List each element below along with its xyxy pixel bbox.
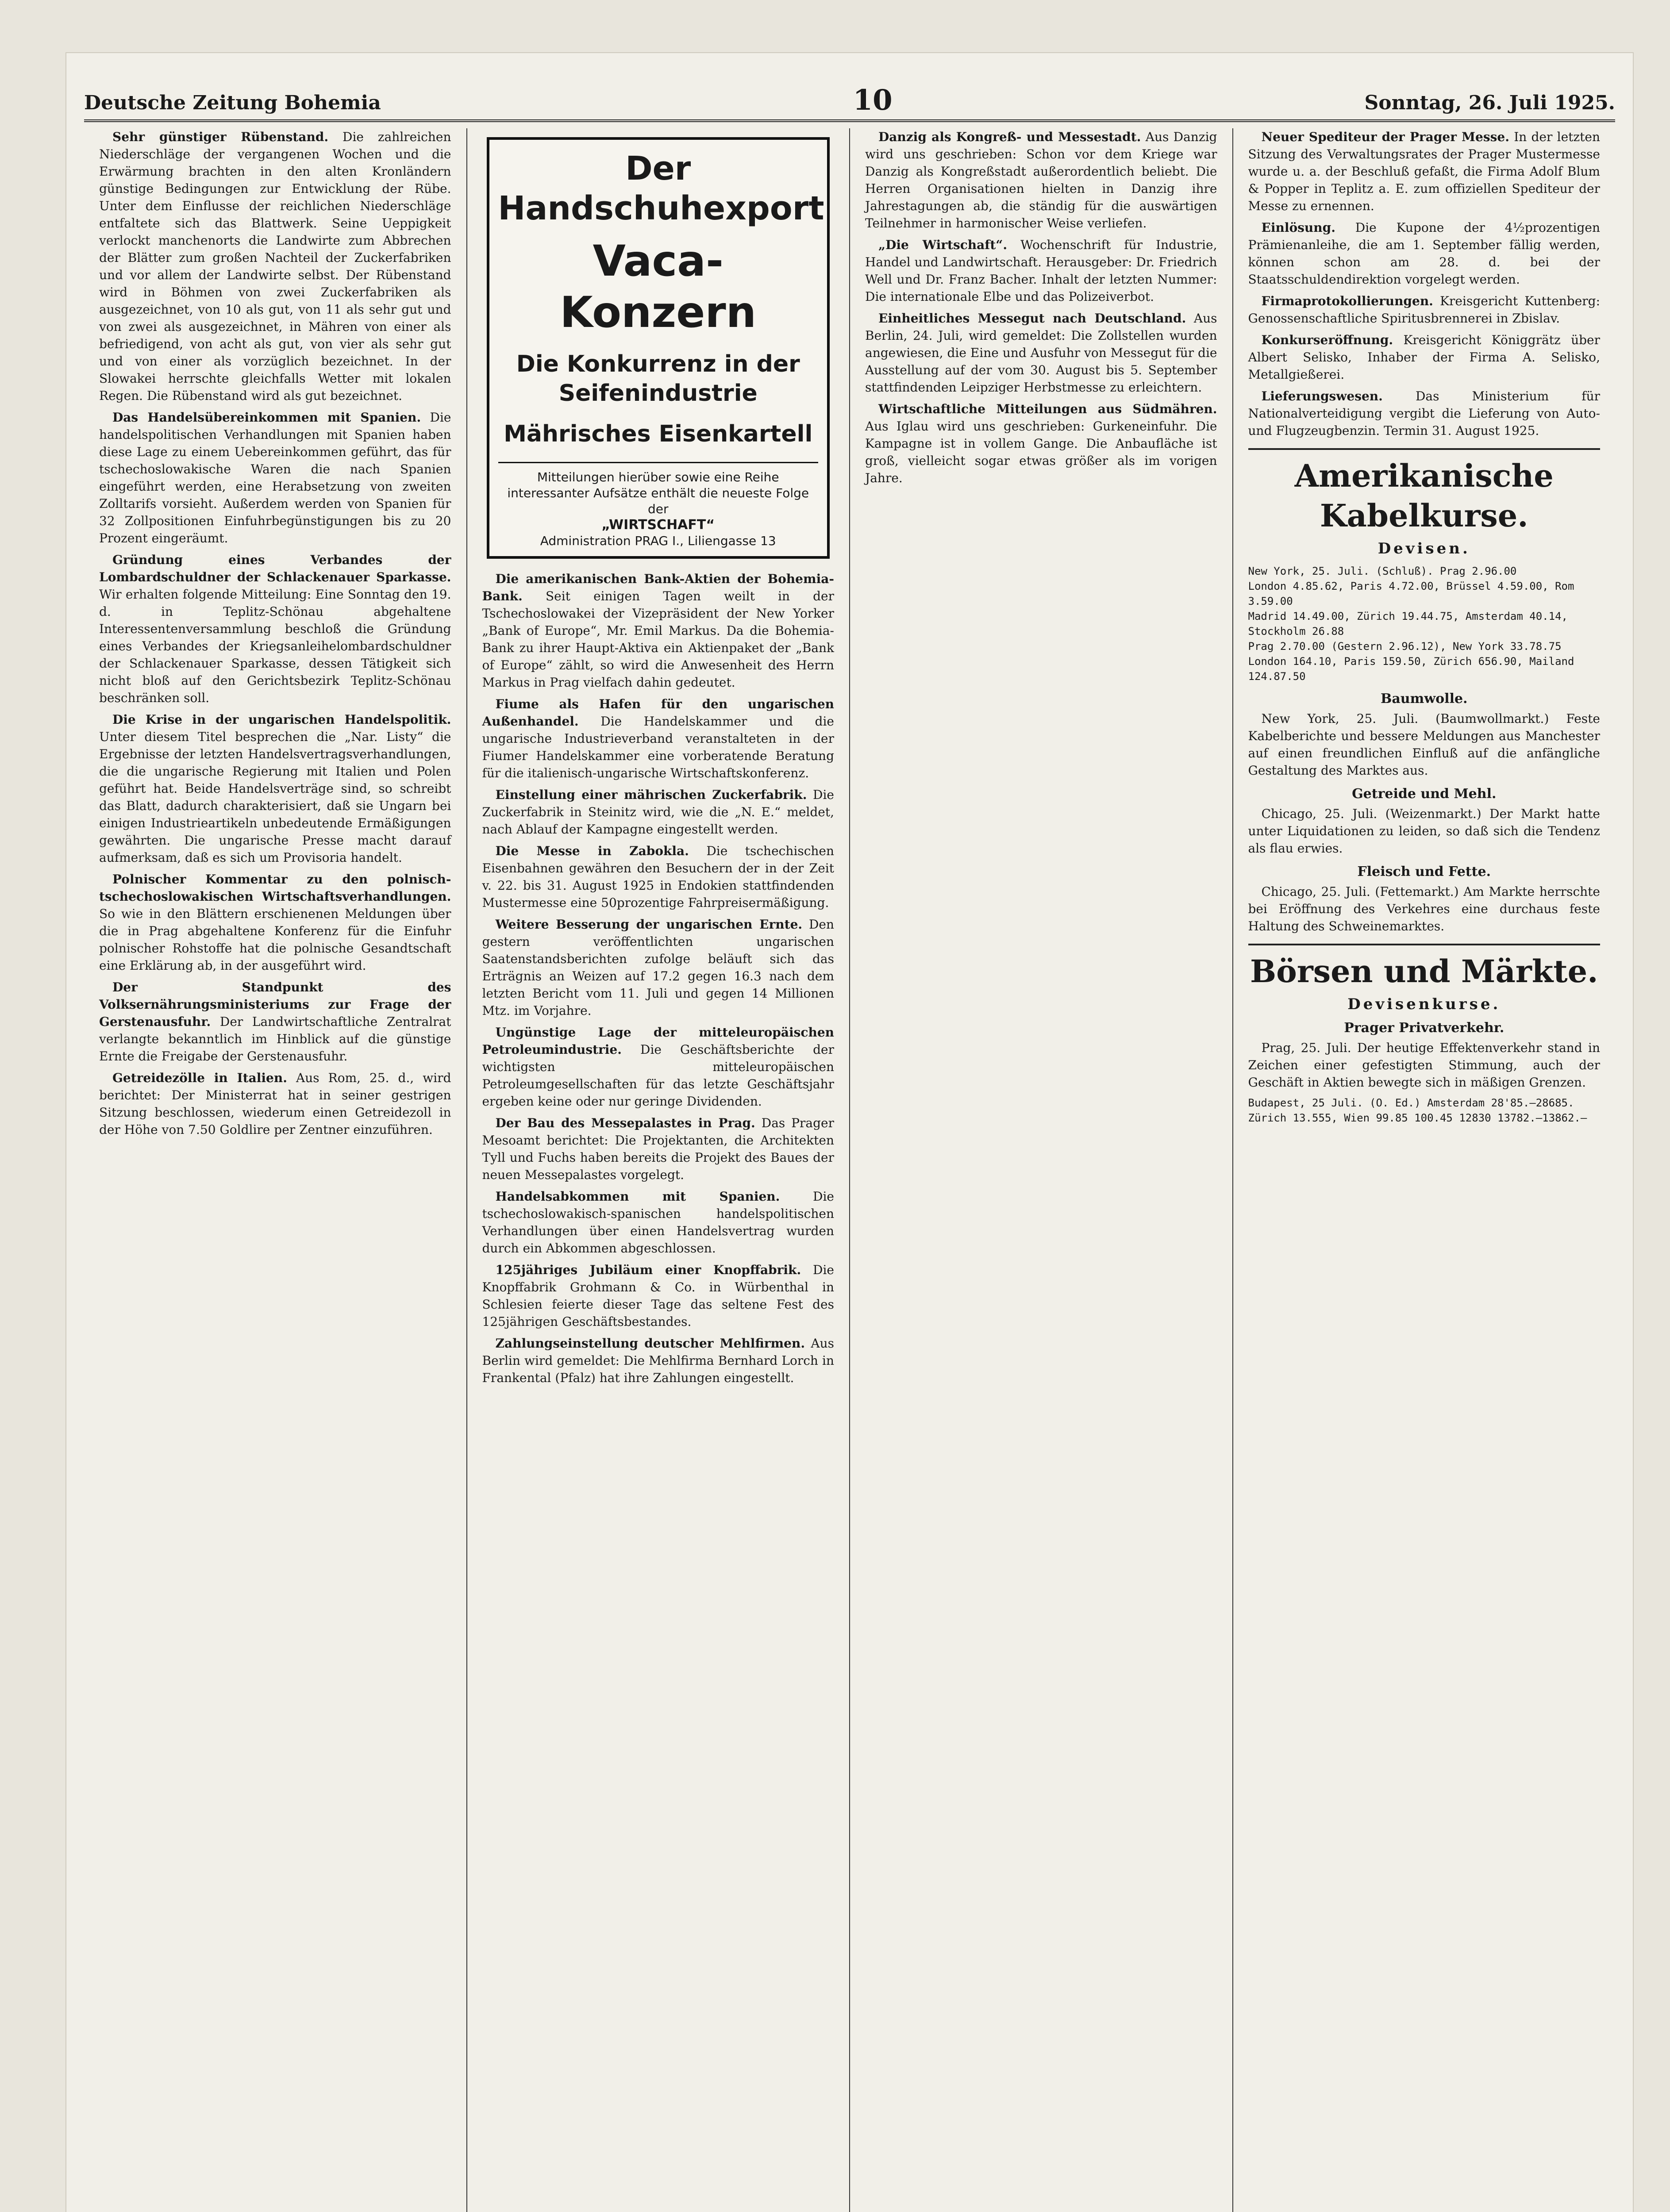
ad-publication: „WIRTSCHAFT“ — [601, 517, 715, 533]
page-number: 10 — [853, 84, 893, 117]
article-headline: Lieferungswesen. — [1261, 389, 1383, 403]
article-headline: Einstellung einer mährischen Zuckerfabrik. — [495, 787, 807, 802]
article — [482, 916, 835, 1019]
article-headline: Das Handelsübereinkommen mit Spanien. — [112, 410, 421, 425]
ad-note — [498, 462, 819, 549]
section-heading: Prager Privatverkehr. — [1344, 1020, 1505, 1036]
rate-line: Zürich 13.555, Wien 99.85 100.45 12830 13782.—13862.— — [1248, 1112, 1587, 1124]
article — [865, 236, 1217, 305]
article-headline: Danzig als Kongreß- und Messestadt. — [878, 130, 1141, 144]
article — [482, 786, 835, 838]
devisenkurse-subheading: Devisenkurse. — [1347, 995, 1501, 1013]
article-headline: 125jähriges Jubiläum einer Knopffabrik. — [495, 1263, 801, 1277]
article-headline: Der Bau des Messepalastes in Prag. — [495, 1116, 755, 1130]
advertisement-box — [487, 137, 830, 559]
article-body: Seit einigen Tagen weilt in der Tschechoslowakei der Vizepräsident der New Yorker „Bank of Europe“, Mr. Emil Markus. Da die Bohemia-Bank zu ihrer Haupt-Aktiva ein Aktienpaket der „Bank of Europe“ zählt, so wird die Anwesenheit des Herrn Markus in Prag vielfach dahin gedeutet. — [482, 589, 834, 690]
article-body: Unter diesem Titel besprechen die „Nar. Listy“ die Ergebnisse der letzten Handelsvertragsverhandlungen, die die ungarische Regierung mit Italien und Polen geführt hat. Beide Handelsverträge sind, so schreibt das Blatt, dadurch charakterisiert, daß sie Ungarn bei einigen Industrieartikeln unbedeutende Ermäßigungen gewährten. Die ungarische Presse macht darauf aufmerksam, daß es sich um Provisoria handelt. — [99, 730, 451, 865]
article-headline: Weitere Besserung der ungarischen Ernte. — [495, 917, 803, 932]
article-body: Das Ministerium für Nationalverteidigung vergibt die Lieferung von Auto- und Flugzeugbenzin. Termin 31. August 1925. — [1248, 389, 1600, 438]
article — [1248, 128, 1601, 215]
rate-line: Prag 2.70.00 (Gestern 2.96.12), New York 33.78.75 — [1248, 640, 1562, 653]
kabelkurse-heading: Amerikanische Kabelkurse. — [1248, 448, 1601, 536]
article — [99, 871, 451, 974]
rate-line: Budapest, 25 Juli. (O. Ed.) Amsterdam 28'85.—28685. — [1248, 1097, 1574, 1109]
rate-line: New York, 25. Juli. (Schluß). Prag 2.96.00 — [1248, 565, 1517, 577]
ad-note-text: Mitteilungen hierüber sowie eine Reihe interessanter Aufsätze enthält die neueste Folge der — [507, 470, 809, 516]
rate-line: Madrid 14.49.00, Zürich 19.44.75, Amsterdam 40.14, Stockholm 26.88 — [1248, 610, 1568, 637]
article-body: Die handelspolitischen Verhandlungen mit Spanien haben diese Lage zu einem Uebereinkommen geführt, das für tschechoslowakische Waren die nach Spanien eingeführt werden, eine Herabsetzung von zweiten Zolltarifs vorsieht. Außerdem werden von Spanien für 32 Zollpositionen Einfuhrbegünstigungen bis zu 20 Prozent eingeräumt. — [99, 410, 451, 545]
article — [482, 1024, 835, 1110]
article-headline: Die Messe in Zabokla. — [495, 844, 689, 858]
ad-line-2: Mährisches Eisenkartell — [504, 421, 813, 447]
page-header — [84, 84, 1615, 122]
ad-title: Der Handschuhexport — [498, 150, 824, 227]
article-headline: „Die Wirtschaft“. — [878, 238, 1008, 252]
article-headline: Zahlungseinstellung deutscher Mehlfirmen. — [495, 1336, 805, 1351]
article-body: Kreisgericht Kuttenberg: Genossenschaftliche Spiritusbrennerei in Zbislav. — [1248, 294, 1600, 326]
article-body: Chicago, 25. Juli. (Fettemarkt.) Am Markte herrschte bei Eröffnung des Verkehres eine durchaus feste Haltung des Schweinemarktes. — [1248, 884, 1600, 933]
article-headline: Getreidezölle in Italien. — [112, 1071, 287, 1085]
article-body: Die zahlreichen Niederschläge der vergangenen Wochen und die Erwärmung brachten in den alten Kronländern günstige Bedingungen zur Entwicklung der Rübe. Unter dem Einflusse der reichlichen Niederschläge entfaltete sich das Blattwerk. Seine Ueppigkeit verlockt manchenorts die Landwirte zum Abbrechen der Blätter zum großen Nachteil der Zuckerfabriken und vor allem der Landwirte selbst. Der Rübenstand wird in Böhmen von zwei Zuckerfabriken als ausgezeichnet, von 10 als gut, von 11 als sehr gut und von zwei als ausgezeichnet, in Mähren von einer als befriedigend, von acht als gut, von vier als sehr gut und von einer als vorzüglich bezeichnet. In der Slowakei herrschte gleichfalls Wetter mit lokalen Regen. Die Rübenstand wird als gut bezeichnet. — [99, 130, 451, 403]
devisen-subheading: Devisen. — [1378, 540, 1470, 557]
article-headline: Neuer Spediteur der Prager Messe. — [1261, 130, 1509, 144]
column-3 — [850, 128, 1233, 2212]
article — [1248, 388, 1601, 439]
article — [865, 310, 1217, 396]
article — [482, 1188, 835, 1257]
article-headline: Firmaprotokollierungen. — [1261, 294, 1433, 308]
column-2 — [467, 128, 850, 2212]
article-body: Die Handelskammer und die ungarische Industrieverband veranstalteten in der Fiumer Handelskammer eine vorberatende Beratung für die italienisch-ungarische Wirtschaftskonferenz. — [482, 714, 834, 780]
article-headline: Einlösung. — [1261, 220, 1335, 235]
article-body: Die Zuckerfabrik in Steinitz wird, wie die „N. E.“ meldet, nach Ablauf der Kampagne eingestellt werden. — [482, 787, 834, 837]
article-headline: Handelsabkommen mit Spanien. — [495, 1189, 780, 1204]
article-body: Aus Rom, 25. d., wird berichtet: Der Ministerrat hat in seiner gestrigen Sitzung beschlossen, wiederum einen Getreidezoll in der Höhe von 7.50 Goldlire per Zentner einzuführen. — [99, 1071, 451, 1137]
article-headline: Polnischer Kommentar zu den polnisch-tschechoslowakischen Wirtschaftsverhandlungen. — [99, 872, 451, 904]
ad-line-1: Die Konkurrenz in der Seifenindustrie — [516, 351, 800, 407]
article-body: Den gestern veröffentlichten ungarischen Saatenstandsberichten zufolge beläuft sich das Erträgnis an Weizen auf 17.2 gegen 16.3 nach dem letzten Bericht vom 11. Juli und gegen 14 Millionen Mtz. im Vorjahre. — [482, 917, 835, 1018]
article-headline: Sehr günstiger Rübenstand. — [112, 130, 329, 144]
article-body: Aus Danzig wird uns geschrieben: Schon vor dem Kriege war Danzig als Kongreßstadt außerordentlich beliebt. Die Herren Organisationen hielten in Danzig ihre Jahrestagungen ab, die ständig für die auswärtigen Teilnehmer in harmonischer Weise verliefen. — [865, 130, 1217, 230]
article-body: Kreisgericht Königgrätz über Albert Selisko, Inhaber der Firma A. Selisko, Metallgießerei. — [1248, 333, 1600, 382]
column-4 — [1233, 128, 1616, 2212]
article-headline: Gründung eines Verbandes der Lombardschuldner der Schlackenauer Sparkasse. — [99, 553, 451, 584]
issue-date: Sonntag, 26. Juli 1925. — [1364, 92, 1615, 114]
article — [482, 842, 835, 911]
article — [1248, 219, 1601, 288]
newspaper-title: Deutsche Zeitung Bohemia — [84, 92, 381, 114]
article-body: Die tschechischen Eisenbahnen gewähren den Besuchern der in der Zeit v. 22. bis 31. August 1925 in Endokien stattfindenden Mustermesse eine 50prozentige Fahrpreisermäßigung. — [482, 844, 835, 910]
rate-line: London 4.85.62, Paris 4.72.00, Brüssel 4.59.00, Rom 3.59.00 — [1248, 580, 1574, 607]
article-headline: Konkurseröffnung. — [1261, 333, 1393, 347]
article-body: New York, 25. Juli. (Baumwollmarkt.) Feste Kabelberichte und bessere Meldungen aus Manchester auf einen freundlichen Einfluß auf die anfängliche Gestaltung des Marktes aus. — [1248, 711, 1600, 778]
article-body: Prag, 25. Juli. Der heutige Effektenverkehr stand in Zeichen einer gefestigten Stimmung, auch der Geschäft in Aktien bewegte sich in mäßigen Grenzen. — [1248, 1041, 1600, 1090]
section-heading: Fleisch und Fette. — [1357, 864, 1491, 879]
section-heading: Getreide und Mehl. — [1352, 786, 1497, 802]
section-heading: Baumwolle. — [1380, 691, 1468, 707]
article-headline: Die amerikanischen Bank-Aktien der Bohemia-Bank. — [482, 572, 834, 603]
ad-brand: Vaca-Konzern — [560, 236, 757, 337]
article-headline: Einheitliches Messegut nach Deutschland. — [878, 311, 1186, 326]
article — [1248, 331, 1601, 383]
article-body: Aus Berlin, 24. Juli, wird gemeldet: Die Zollstellen wurden angewiesen, die Eine und Ausfuhr von Messegut für die Ausstellung auf der vom 30. August bis 5. September stattfindenden Leipziger Herbstmesse zu erleichtern. — [865, 311, 1217, 395]
article-body: Die tschechoslowakisch-spanischen handelspolitischen Verhandlungen über einen Handelsvertrag wurden durch ein Abkommen abgeschlossen. — [482, 1189, 834, 1256]
article-body: In der letzten Sitzung des Verwaltungsrates der Prager Mustermesse wurde u. a. der Beschluß gefaßt, die Firma Adolf Blum & Popper in Teplitz a. E. zum offiziellen Spediteur der Messe zu ernennen. — [1248, 130, 1600, 213]
article-body: Die Kupone der 4½prozentigen Prämienanleihe, die am 1. September fällig werden, können schon am 28. d. bei der Staatsschuldendirektion vorgelegt werden. — [1248, 220, 1601, 287]
article — [99, 128, 451, 404]
article — [99, 409, 451, 547]
article — [1248, 292, 1601, 327]
article-headline: Der Standpunkt des Volksernährungsministeriums zur Frage der Gerstenausfuhr. — [99, 980, 451, 1029]
article-headline: Die Krise in der ungarischen Handelspolitik. — [112, 712, 451, 727]
newspaper-page — [66, 53, 1633, 2212]
article — [865, 128, 1217, 232]
article-body: Aus Iglau wird uns geschrieben: Gurkeneinfuhr. Die Kampagne ist in vollem Gange. Die Anbaufläche ist groß, vielleicht sogar etwas größer als im vorigen Jahre. — [865, 419, 1217, 485]
article — [865, 400, 1217, 487]
article — [482, 1335, 835, 1386]
ad-address: Administration PRAG I., Liliengasse 13 — [540, 534, 776, 548]
article-body: So wie in den Blättern erschienenen Meldungen über die in Prag abgehaltene Konferenz für die Einfuhr polnischer Rohstoffe hat die polnische Gesandtschaft eine Erklärung ab, in der ausgeführt wird. — [99, 906, 451, 973]
article — [482, 570, 835, 691]
article-columns — [84, 128, 1615, 2212]
article-body: Die Knopffabrik Grohmann & Co. in Würbenthal in Schlesien feierte dieser Tage das seltene Fest des 125jährigen Geschäftsbestandes. — [482, 1263, 835, 1329]
article-body: Wochenschrift für Industrie, Handel und Landwirtschaft. Herausgeber: Dr. Friedrich Well und Dr. Franz Bacher. Inhalt der letzten Nummer: Die internationale Elbe und das Polizeiverbot. — [865, 238, 1217, 304]
article — [99, 979, 451, 1065]
article-body: Der Landwirtschaftliche Zentralrat verlangte bekanntlich im Hinblick auf die günstige Ernte die Freigabe der Gerstenausfuhr. — [99, 1014, 451, 1064]
article — [482, 695, 835, 782]
article — [99, 551, 451, 707]
article-headline: Wirtschaftliche Mitteilungen aus Südmähren. — [878, 402, 1217, 416]
article-headline: Fiume als Hafen für den ungarischen Außenhandel. — [482, 697, 834, 729]
article-body: Wir erhalten folgende Mitteilung: Eine Sonntag den 19. d. in Teplitz-Schönau abgehaltene Interessentenversammlung beschloß die Gründung eines Verbandes der Kriegsanleihelombardschuldner der Schlackenauer Sparkasse, dessen Tätigkeit sich nicht bloß auf den Gerichtsbezirk Teplitz-Schönau beschränken soll. — [99, 587, 451, 705]
article — [482, 1261, 835, 1330]
boersen-heading: Börsen und Märkte. — [1248, 944, 1601, 991]
column-1 — [84, 128, 467, 2212]
article-body: Die Geschäftsberichte der wichtigsten mitteleuropäischen Petroleumgesellschaften für das letzte Geschäftsjahr ergeben keine oder nur geringe Dividenden. — [482, 1042, 834, 1109]
article — [482, 1114, 835, 1183]
rate-line: London 164.10, Paris 159.50, Zürich 656.90, Mailand 124.87.50 — [1248, 655, 1574, 683]
article — [99, 711, 451, 866]
article-body: Das Prager Mesoamt berichtet: Die Projektanten, die Architekten Tyll und Fuchs haben bereits die Projekt des Baues der neuen Messepalastes vorgelegt. — [482, 1116, 834, 1182]
article-headline: Ungünstige Lage der mitteleuropäischen Petroleumindustrie. — [482, 1025, 834, 1057]
article-body: Aus Berlin wird gemeldet: Die Mehlfirma Bernhard Lorch in Frankental (Pfalz) hat ihre Zahlungen eingestellt. — [482, 1336, 834, 1385]
article — [99, 1069, 451, 1138]
article-body: Chicago, 25. Juli. (Weizenmarkt.) Der Markt hatte unter Liquidationen zu leiden, so daß sich die Tendenz als flau erwies. — [1248, 806, 1600, 856]
